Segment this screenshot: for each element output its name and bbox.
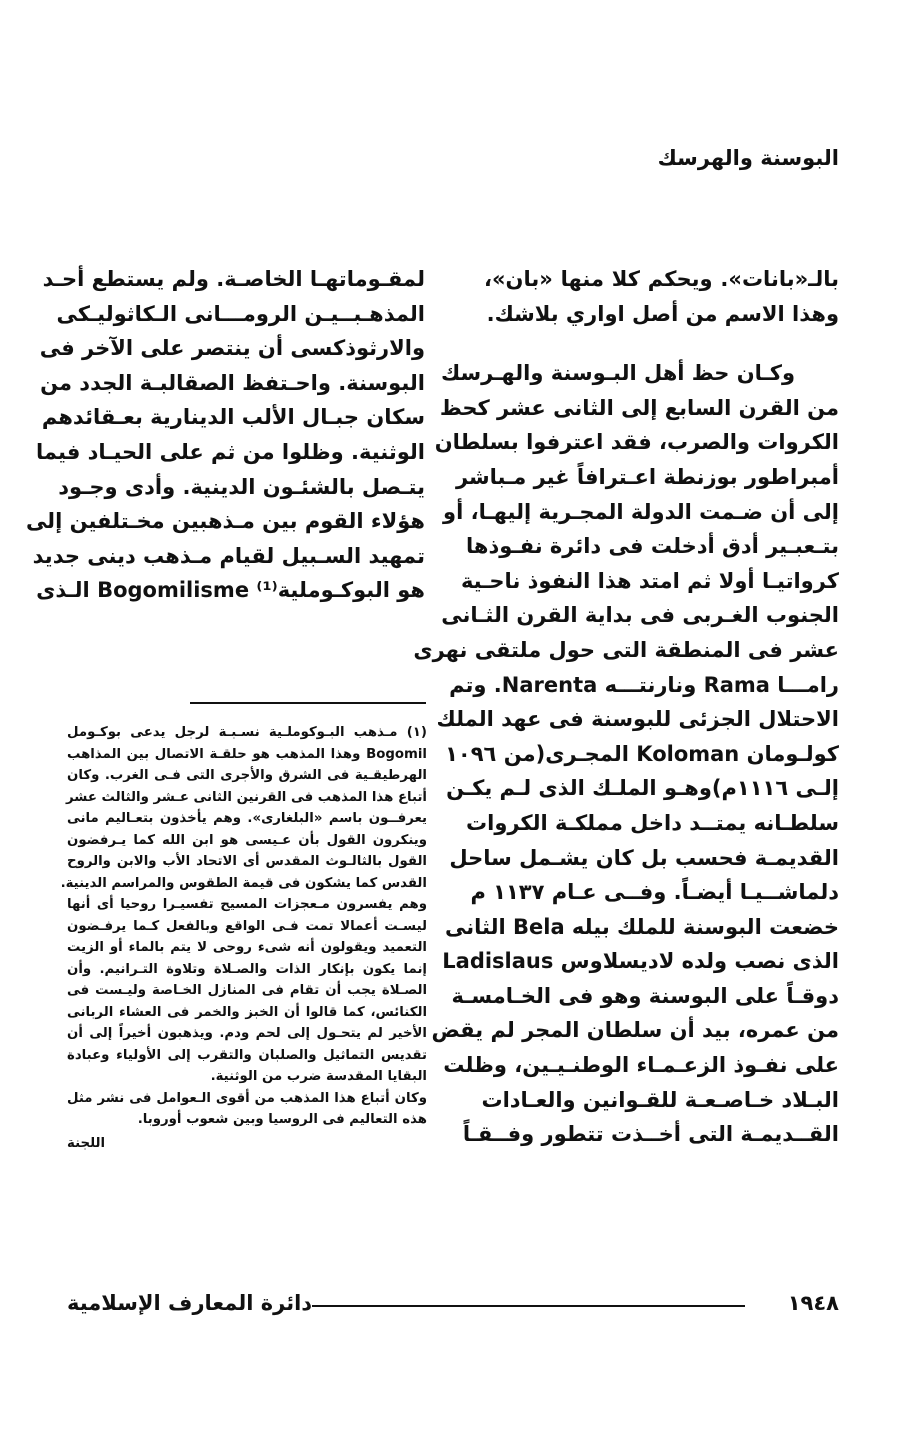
footnote-line: ليسـت أعمالا تمت فـى الواقع وبالفعل كـما يرفـضون <box>67 918 427 934</box>
page-number: ١٩٤٨ <box>787 1291 839 1315</box>
text-line: دلماشــيـا أيضـاً. وفــى عـام ١١٣٧ م <box>470 880 839 905</box>
text-line: عشر فى المنطقة التى حول ملتقى نهرى <box>413 637 839 662</box>
text-column-right <box>413 262 839 1152</box>
text-line: المذهـبــيـن الرومـــانى الـكاثوليـكى <box>56 301 425 326</box>
footnote-line: تقديس التماثيل والصلبان والتقرب إلى الأولياء وعبادة <box>67 1047 427 1063</box>
text-line: البوسنة. واحـتفظ الصقالبـة الجدد من <box>40 370 425 395</box>
text-line: وكـان حظ أهل البـوسنة والهـرسك <box>440 361 795 386</box>
text-line: من القرن السابع إلى الثانى عشر كحظ <box>439 395 839 420</box>
footnote <box>60 722 427 1154</box>
footnote-line: القول بالثالـوث المقدس أى الاتحاد الأب والابن والروح <box>67 854 427 869</box>
text-line: الجنوب الغـربى فى بداية القرن الثـانى <box>441 603 839 628</box>
text-line: سكان جبـال الألب الدينارية بعـقائدهم <box>41 405 425 430</box>
text-line: خضعت البوسنة للملك بيله Bela الثانى <box>445 914 839 939</box>
running-head: البوسنة والهرسك <box>657 146 839 170</box>
text-line: هؤلاء القوم بين مـذهبين مخـتلفين إلى <box>25 509 425 534</box>
footnote-line: التعميد ويقولون أنه شىء روحى لا يتم بالماء أو الزيت <box>67 940 427 955</box>
footnote-separator <box>190 702 426 704</box>
page-footer <box>67 1291 839 1321</box>
text-line: تمهيد السـبيل لقيام مـذهب دينى جديد <box>32 543 425 568</box>
paragraph-gap <box>484 331 839 356</box>
text-line: سلطـانه يمتــد داخل مملكـة الكروات <box>466 810 839 835</box>
footnote-line: الأخير لم يتحـول إلى لحم ودم. ويذهبون أخيراً إلى أن <box>67 1026 427 1041</box>
footnote-line: (١) مـذهب البـوكوملـية نسـبـة لرجل يدعى بوكـومل <box>67 725 427 740</box>
text-line: بتـعبـير أدق أدخلت فى دائرة نفـوذها <box>466 534 839 559</box>
text-line: دوقـاً على البوسنة وهو فى الخـامسـة <box>451 983 839 1008</box>
text-line: القــديمـة التى أخــذت تتطور وفــقـاً <box>462 1122 839 1147</box>
footnote-signature: اللجنة <box>67 1135 106 1151</box>
footnote-line: أتباع هذا المذهب فى القرنين الثانى عـشر والثالث عشر <box>66 789 427 805</box>
text-line: كولـومان Koloman المجـرى(من ١٠٩٦ <box>445 741 839 766</box>
footnote-line: إنما يكون بإنكار الذات والصـلاة وتلاوة التـرانيم. وأن <box>67 961 427 977</box>
text-line: رامـــا Rama ونارنتـــه Narenta. وتم <box>449 672 839 697</box>
footnote-line: وهم يفسرون مـعجزات المسيح تفسيـرا روحيا أى أنها <box>67 897 427 912</box>
footnote-line: الصـلاة يجب أن تقام فى المنازل الخـاصة وليـست فى <box>67 983 427 998</box>
text-line: لمقـوماتهـا الخاصـة. ولم يستطع أحـد <box>42 267 425 291</box>
text-column-left <box>25 262 425 608</box>
text-line: كرواتيـا أولا ثم امتد هذا النفوذ ناحـية <box>460 568 839 593</box>
text-line: بالـ«بانات». ويحكم كلا منها «بان»، <box>484 267 839 291</box>
text-line: من عمره، بيد أن سلطان المجر لم يقض <box>431 1018 839 1043</box>
text-line: الذى نصب ولده لاديسلاوس Ladislaus <box>442 949 839 974</box>
footnote-line: Bogomil وهذا المذهب هو حلقـة الاتصال بين المذاهب <box>67 746 427 762</box>
text-line: وهذا الاسم من أصل اواري بلاشك. <box>486 301 839 326</box>
footer-rule <box>312 1305 745 1307</box>
footnote-line: الكنائس، كما قالوا أن الخبز والخمر فى العشاء الربانى <box>67 1004 427 1020</box>
footnote-line: هذه التعاليم فى الروسيا وبين شعوب أوروبا. <box>137 1112 427 1127</box>
footnote-line: يعرفــون باسم «البلغارى». وهم يأخذون بتعـاليم مانى <box>67 811 427 826</box>
footnote-line: وكان أتباع هذا المذهب من أقوى الـعوامل فى نشر مثل <box>67 1090 427 1106</box>
text-line: هو البوكـوملية⁽¹⁾ Bogomilisme الـذى <box>36 578 425 603</box>
text-line: البـلاد خـاصـعـة للقـوانين والعـادات <box>481 1087 839 1112</box>
footnote-line: وينكرون القول بأن عـيسى هو ابن الله كما يـرفضون <box>67 832 427 848</box>
text-line: الاحتلال الجزئى للبوسنة فى عهد الملك <box>436 707 839 732</box>
footnote-line: القدس كما يشكون فى قيمة الطقوس والمراسم الدينية. <box>60 875 427 891</box>
text-line: والارثوذكسى أن ينتصر على الآخر فى <box>39 336 425 361</box>
footnote-line: الهرطيقـية فى الشرق والأجرى التى فـى الغرب. وكان <box>67 768 427 783</box>
text-line: إلى أن ضـمت الدولة المجـرية إليهـا، أو <box>443 499 839 524</box>
text-line: يتـصل بالشئـون الدينية. وأدى وجـود <box>58 474 425 499</box>
text-line: الوثنية. وظلوا من ثم على الحيـاد فيما <box>36 439 425 464</box>
text-line: أمبراطور بوزنطة اعـترافاً غير مـباشر <box>455 464 839 489</box>
publication-title: دائرة المعارف الإسلامية <box>67 1291 313 1315</box>
text-line: الكروات والصرب، فقد اعترفوا بسلطان <box>434 430 839 455</box>
text-line: إلـى ١١١٦م)وهـو الملـك الذى لـم يكـن <box>446 776 839 801</box>
text-line: على نفـوذ الزعـمـاء الوطنـيـين، وظلت <box>443 1053 839 1078</box>
text-line: القديمـة فحسب بل كان يشـمل ساحل <box>449 845 839 870</box>
footnote-line: البقايا المقدسة ضرب من الوثنية. <box>210 1069 427 1084</box>
